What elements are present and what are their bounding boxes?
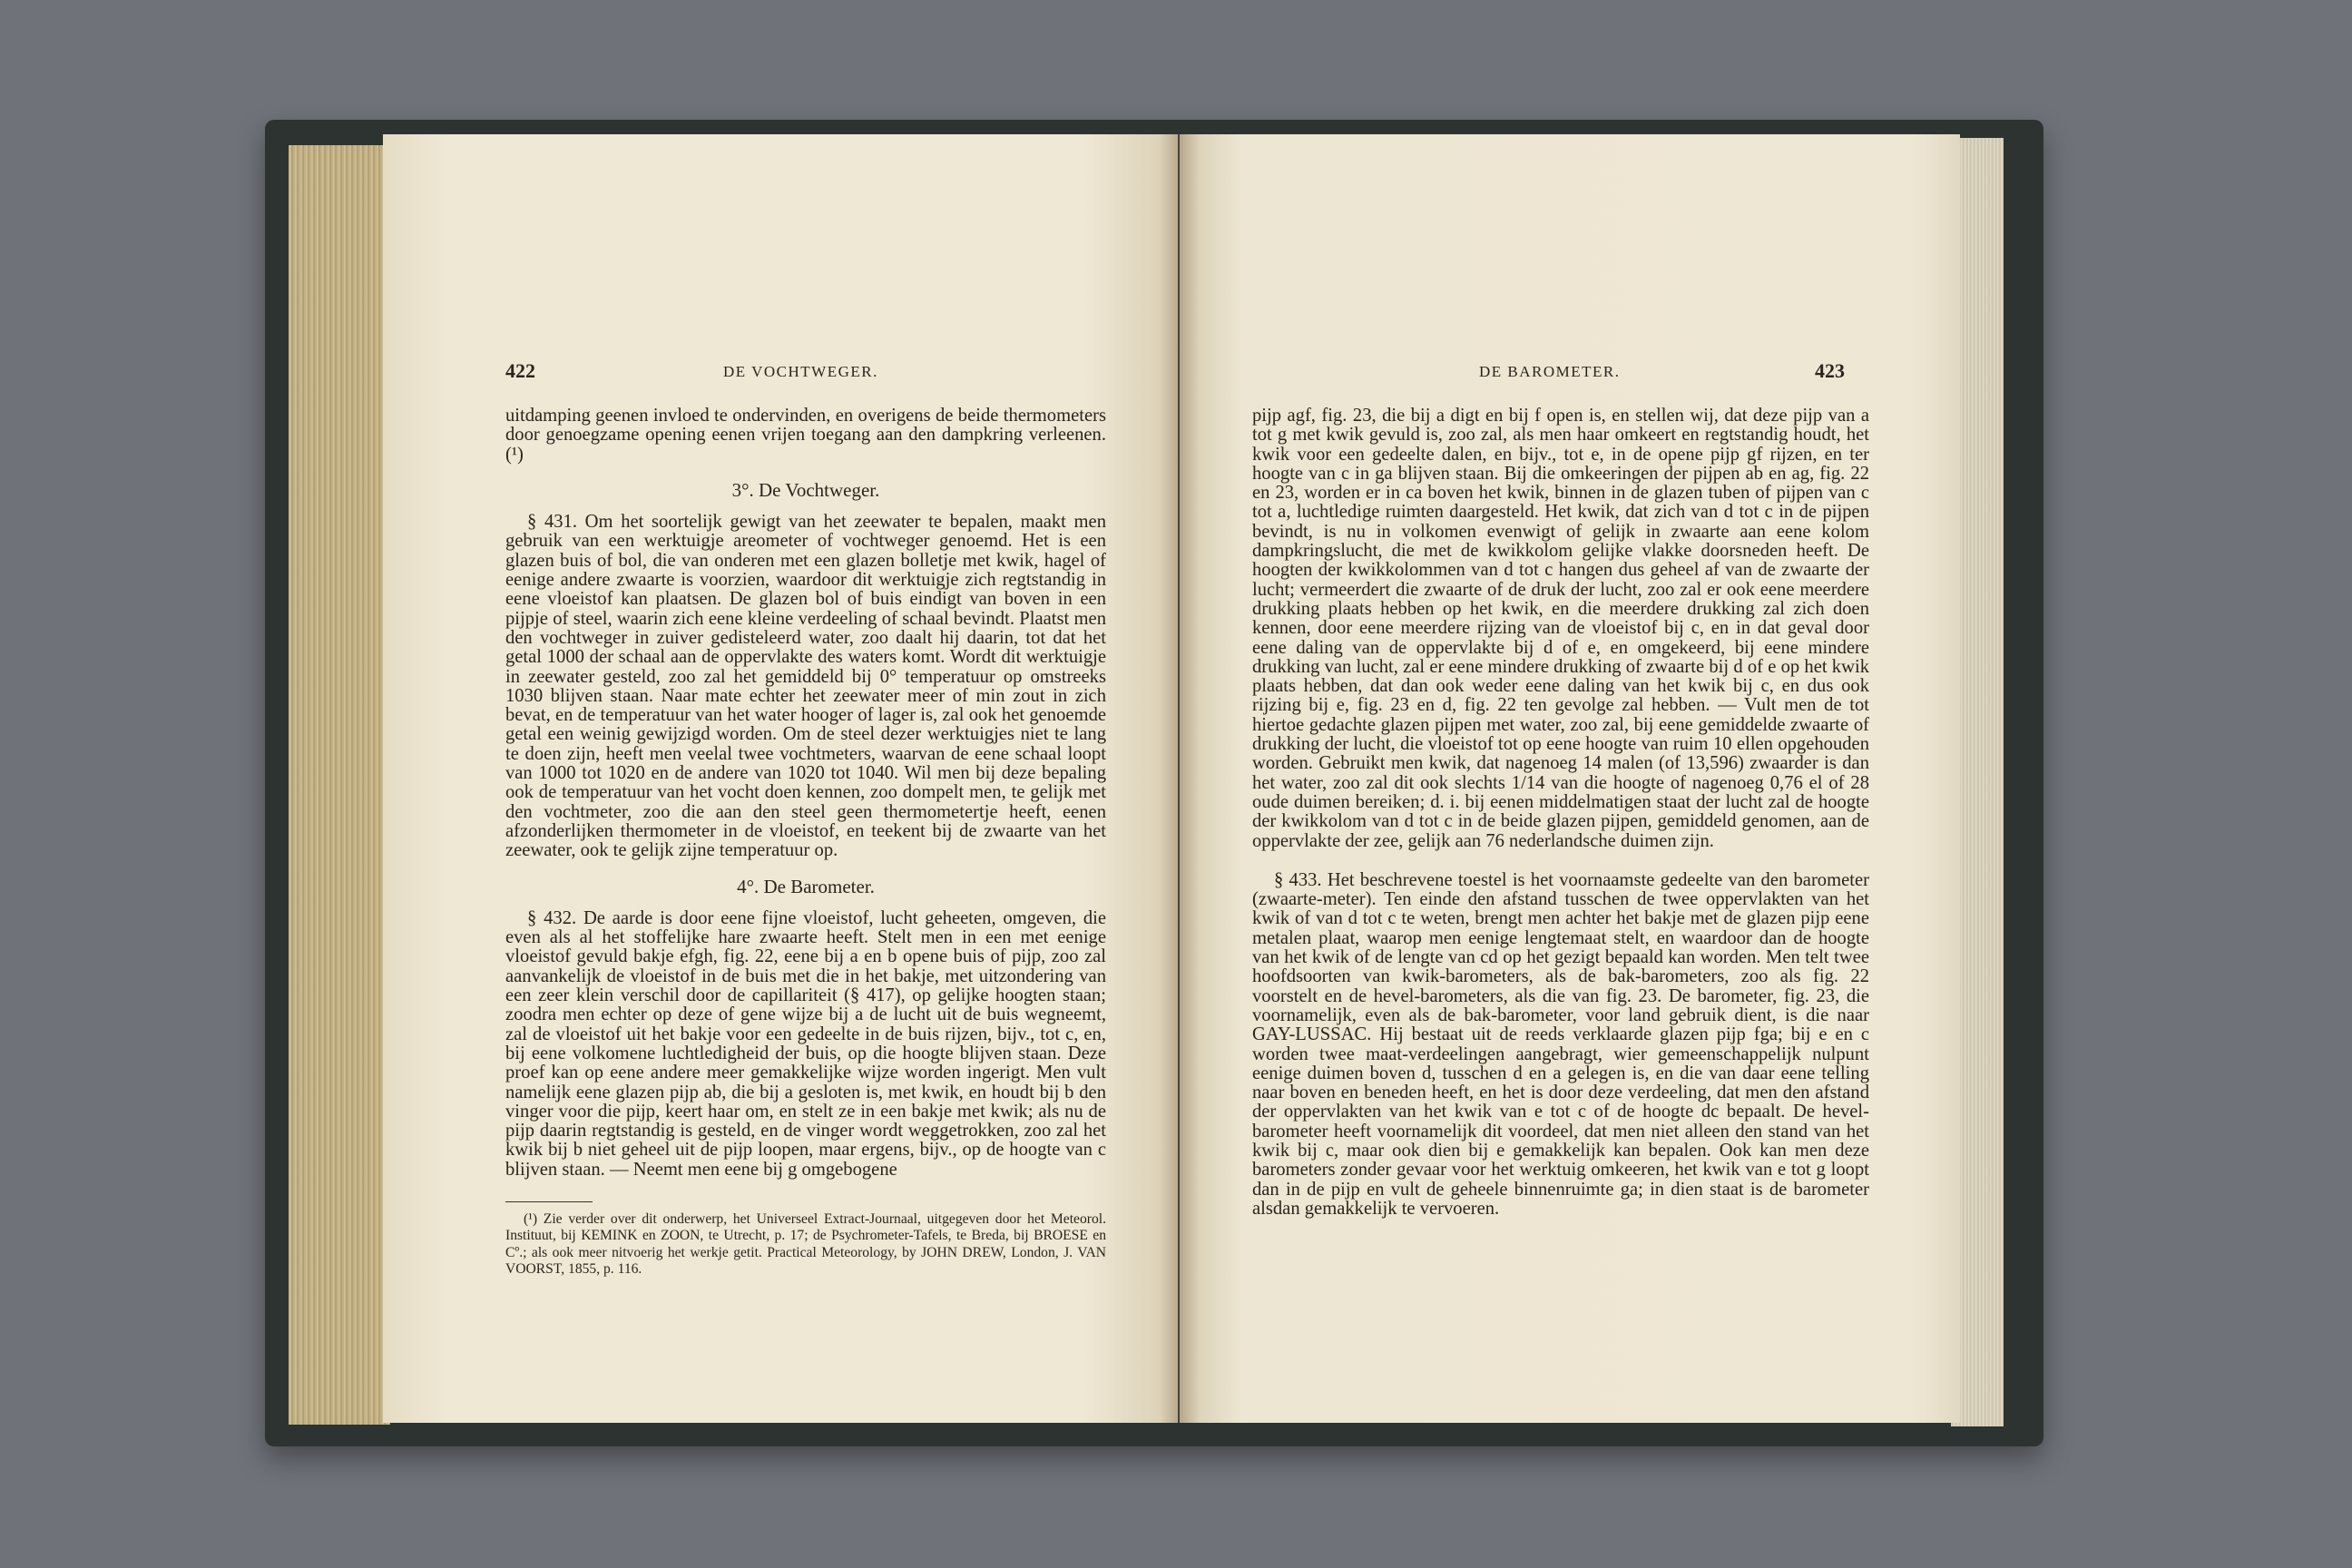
footnote-rule bbox=[505, 1201, 593, 1202]
running-head-right: DE BAROMETER. bbox=[1479, 363, 1621, 380]
running-head-left: DE VOCHTWEGER. bbox=[723, 363, 878, 380]
page-edges-left bbox=[289, 145, 390, 1425]
paragraph-gap bbox=[1252, 851, 1869, 871]
footnote: (¹) Zie verder over dit onderwerp, het Universeel Extract-Journaal, uitgegeven door het Meteorol. Instituut, bij KEMINK en ZOON, te Utrecht, p. 17; de Psychrometer-Tafels, te Breda, bij BROESE en Cº.; als ook meer nitvoerig het werkje getit. Practical Meteorology, by JOHN DREW, London, J. VAN VOORST, 1855, p. 116. bbox=[505, 1210, 1106, 1278]
paragraph: pijp agf, fig. 23, die bij a digt en bij f open is, en stellen wij, dat deze pijp van a tot g met kwik gevuld is, zoo zal, als men haar omkeert en regtstandig houdt, het kwik voor een gedeelte dalen, en bijv., tot e, in de opene pijp gf rijzen, en ter hoogte van c in ga blijven staan. Bij die omkeeringen der pijpen ab en ag, fig. 22 en 23, worden er in ca boven het kwik, binnen in de glazen tuben of pijpen van c tot a, luchtledige ruimten daargesteld. Het kwik, dat zich van d tot c in de pijpen bevindt, is nu in volkomen evenwigt of gelijk in zwaarte aan eene kolom dampkringslucht, die met de kwikkolom gelijke vlakke doorsneden heeft. De hoogten der kwikkolommen van d tot c hangen dus geheel af van de zwaarte der lucht; vermeerdert die zwaarte of de druk der lucht, zoo zal er ook eene meerdere drukking plaats hebben op het kwik, en die meerdere drukking zal zich doen kennen, door eene meerdere rijzing van de vloeistof bij c, en in dat geval door eene daling van de oppervlakte bij d of e, en omgekeerd, bij eene mindere drukking van lucht, zal er eene mindere drukking of zwaarte bij d of e op het kwik plaats hebben, dat dan ook weder eene daling van het kwik bij c, en dus ook rijzing bij e, fig. 23 en d, fig. 22 ten gevolge zal hebben. — Vult men de tot hiertoe gedachte glazen pijpen met water, zoo zal, bij eene gemiddelde zwaarte of drukking der lucht, die vloeistof tot op eene hoogte van ruim 10 ellen opgehouden worden. Gebruikt men kwik, dat nagenoeg 14 malen (of 13,596) zwaarder is dan het water, zoo zal dit ook slechts 1/14 van die hoogte of nagenoeg 0,76 el of 28 oude duimen bereiken; d. i. bij eenen middelmatigen staat der lucht zal de hoogte der kwikkolom van d tot c in de beide glazen pijpen, gemiddeld genomen, aan de oppervlakte der zee, gelijk aan 76 nederlandsche duimen zijn. bbox=[1252, 406, 1869, 851]
page-number-left: 422 bbox=[505, 359, 535, 382]
section-heading: 4°. De Barometer. bbox=[737, 875, 875, 897]
paragraph: § 431. Om het soortelijk gewigt van het zeewater te bepalen, maakt men gebruik van een werktuigje areometer of vochtweger genoemd. Het is een glazen buis of bol, die van onderen met een glazen bolletje met kwik, hagel of eenige andere zwaarte is voorzien, waardoor dit werktuigje zich regtstandig in eene vloeistof kan plaatsen. De glazen bol of buis eindigt van boven in een pijpje of steel, waarin zich eene kleine verdeeling of schaal bevindt. Plaatst men den vochtweger in zuiver gedisteleerd water, zoo daalt hij daarin, tot dat het getal 1000 der schaal aan de oppervlakte des waters komt. Wordt dit werktuigje in zeewater gesteld, zoo zal het gemiddeld bij 0° temperatuur op omstreeks 1030 blijven staan. Naar mate echter het zeewater meer of min zout in zich bevat, en de temperatuur van het water hooger of lager is, zal ook het genoemde getal een weinig gewijzigd worden. Om de steel dezer werktuigjes niet te lang te doen zijn, heeft men veelal twee vochtmeters, waarvan de eene schaal loopt van 1000 tot 1020 en de andere van 1020 tot 1040. Wil men bij deze bepaling ook de temperatuur van het vocht doen kennen, zoo dompelt men, te gelijk met den vochtmeter, zoo die aan den steel geen thermometertje heeft, eenen afzonderlijken thermometer in de vloeistof, en teekent bij de zwaarte van het zeewater, ook te gelijk zijne temperatuur op. bbox=[505, 512, 1106, 861]
right-page bbox=[1180, 134, 1960, 1423]
section-heading: 3°. De Vochtweger. bbox=[731, 478, 880, 501]
left-text-column bbox=[505, 407, 1106, 1279]
left-page bbox=[383, 134, 1178, 1423]
paragraph: § 433. Het beschrevene toestel is het voornaamste gedeelte van den barometer (zwaarte-meter). Ten einde den afstand tusschen de twee oppervlakten van het kwik of van d tot c te weten, brengt men achter het bakje met de glazen pijp eene metalen plaat, waarop men eenige lengtemaat stelt, en waardoor dan de hoogte van het kwik of de lengte van cd op het gezigt bepaald kan worden. Men telt twee hoofdsoorten van kwik-barometers, als de bak-barometers, zoo als fig. 22 voorstelt en de hevel-barometers, als die van fig. 23. De barometer, fig. 23, die voornamelijk, even als de bak-barometer, voor land gebruik dient, is die naar GAY-LUSSAC. Hij bestaat uit de reeds verklaarde glazen pijp fga; bij e en c worden twee maat-verdeelingen aangebragt, wier gemeenschappelijk nulpunt eenige duimen boven d, tusschen d en a gelegen is, en die van daar eene telling naar boven en beneden heeft, en het is door deze verdeeling, dat men den afstand der oppervlakten van het kwik van e tot c of de hoogte dc bepaalt. De hevel-barometer heeft voornamelijk dit voordeel, dat men niet alleen den stand van het kwik bij c, maar ook dien bij e gemakkelijk kan bepalen. Ook kan men deze barometers zonder gevaar voor het werktuig omkeeren, het kwik van e tot g loopt dan in de pijp en vult de geheele binnenruimte ga; in dien staat is de barometer alsdan gemakkelijk te vervoeren. bbox=[1252, 869, 1869, 1219]
page-number-right: 423 bbox=[1815, 359, 1845, 382]
book-gutter bbox=[1160, 134, 1200, 1423]
paragraph: § 432. De aarde is door eene fijne vloeistof, lucht geheeten, omgeven, die even als al het stoffelijke hare zwaarte heeft. Stelt men in een met eenige vloeistof gevuld bakje efgh, fig. 22, eene bij a en b opene buis of pijp, zoo zal aanvankelijk de vloeistof in de buis met die in het bakje, met uitzondering van een zeer klein verschil door de capillariteit (§ 417), op gelijke hoogten staan; zoodra men echter op deze of gene wijze bij a de lucht uit de buis wegneemt, zal de vloeistof uit het bakje voor een gedeelte in de buis rijzen, bijv., tot c, en, bij eene volkomene luchtledigheid der buis, op die hoogte blijven staan. Deze proef kan op eene andere meer gemakkelijke wijze worden ingerigt. Men vult namelijk eene glazen pijp ab, die bij a gesloten is, met kwik, en houdt bij b den vinger voor die pijp, keert haar om, en stelt ze in een bakje met kwik; als nu de pijp daarin regtstandig is gesteld, en de vinger wordt weggetrokken, zoo zal het kwik bij b niet geheel uit de pijp loopen, maar ergens, bijv., op de hoogte van c blijven staan. — Neemt men eene bij g omgebogene bbox=[505, 907, 1106, 1180]
paragraph: uitdamping geenen invloed te ondervinden, en overigens de beide thermometers door genoegzame opening eenen vrijen toegang aan den dampkring verleenen. (¹) bbox=[505, 406, 1106, 465]
right-text-column bbox=[1252, 407, 1869, 1219]
